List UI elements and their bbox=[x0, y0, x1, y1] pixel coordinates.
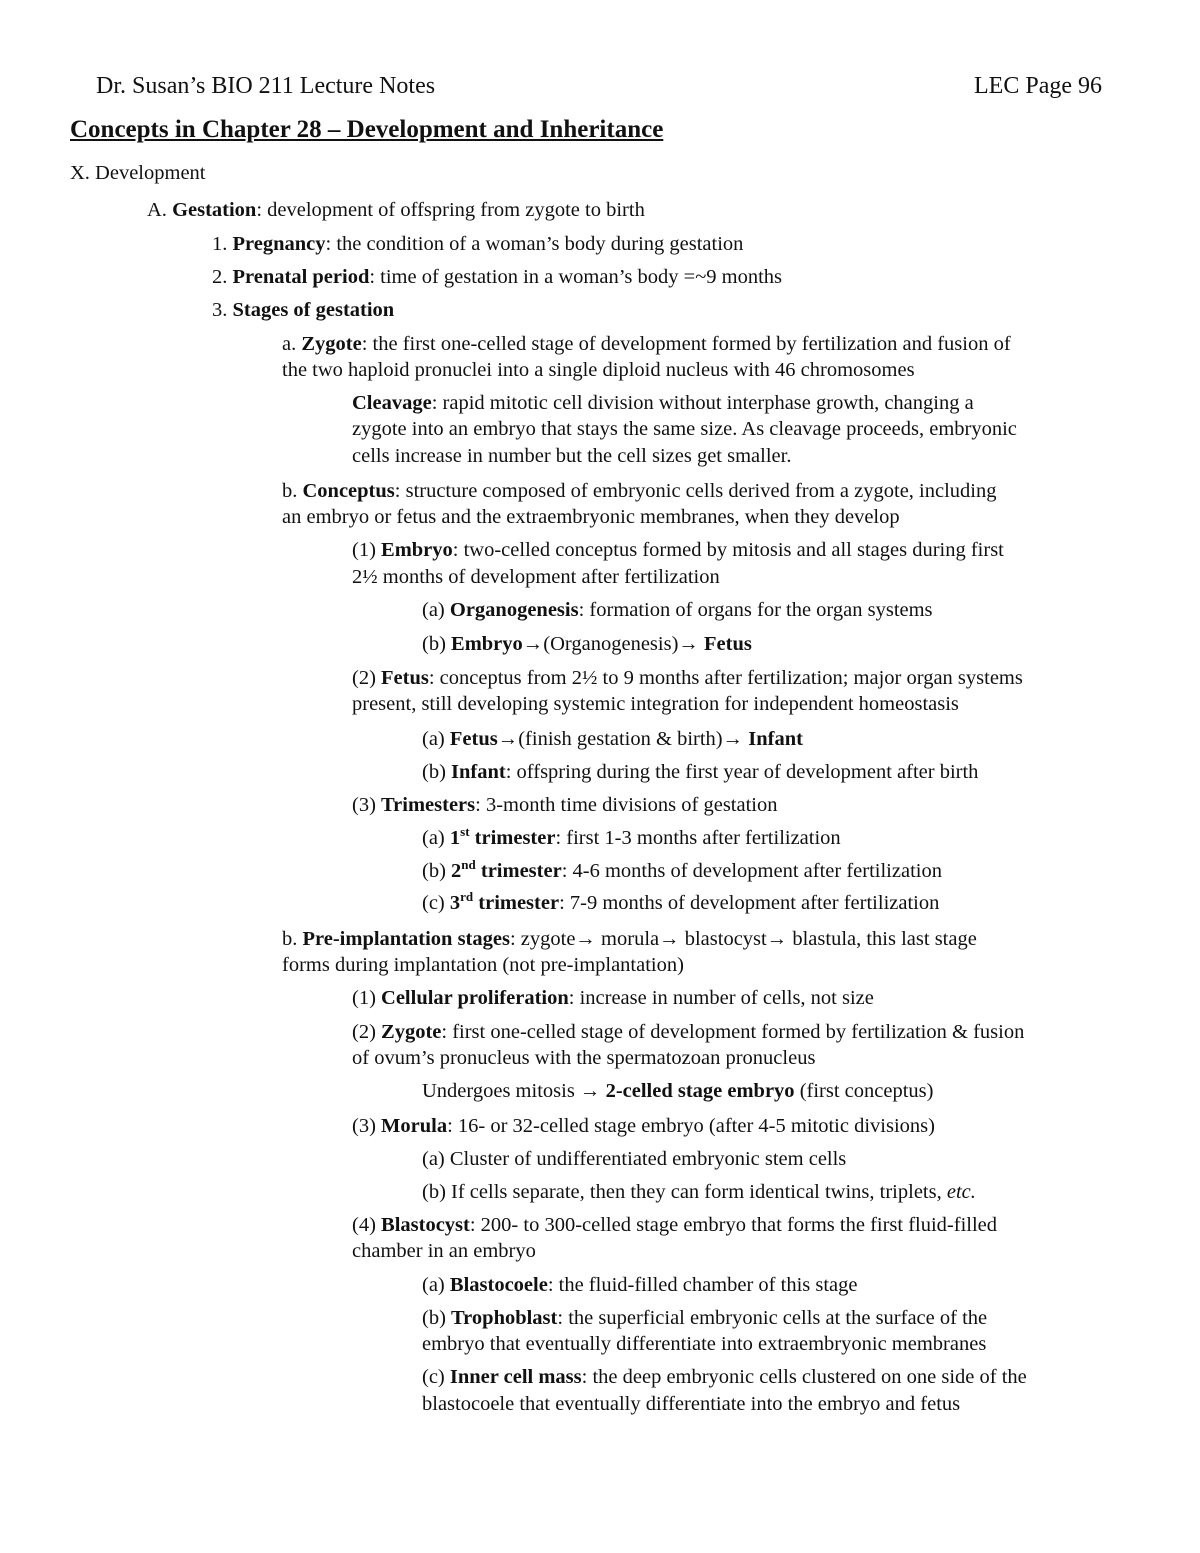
item-blastocyst-line2: chamber in an embryo bbox=[352, 1240, 536, 1262]
item-morula-twins: (b) If cells separate, then they can form identical twins, triplets, etc. bbox=[422, 1181, 976, 1203]
item-morula: (3) Morula: 16- or 32-celled stage embryo (after 4-5 mitotic divisions) bbox=[352, 1115, 935, 1137]
item-fetus-to-infant: (a) Fetus→(finish gestation & birth)→ Infant bbox=[422, 728, 803, 750]
item-first-trimester: (a) 1st trimester: first 1-3 months after fertilization bbox=[422, 824, 841, 849]
item-cleavage: Cleavage: rapid mitotic cell division without interphase growth, changing a bbox=[352, 392, 974, 414]
item-gestation: A. Gestation: development of offspring from zygote to birth bbox=[147, 199, 645, 221]
item-cellular-proliferation: (1) Cellular proliferation: increase in number of cells, not size bbox=[352, 987, 874, 1009]
header-left: Dr. Susan’s BIO 211 Lecture Notes bbox=[96, 73, 436, 99]
item-trophoblast: (b) Trophoblast: the superficial embryonic cells at the surface of the bbox=[422, 1307, 988, 1329]
item-infant: (b) Infant: offspring during the first year of development after birth bbox=[422, 761, 979, 783]
item-zygote-2: (2) Zygote: first one-celled stage of development formed by fertilization & fusion bbox=[352, 1021, 1025, 1043]
item-conceptus-line2: an embryo or fetus and the extraembryonic membranes, when they develop bbox=[282, 506, 900, 528]
item-second-trimester: (b) 2nd trimester: 4-6 months of development after fertilization bbox=[422, 857, 942, 882]
item-pre-implantation-line2: forms during implantation (not pre-implantation) bbox=[282, 954, 684, 976]
item-stages-of-gestation: 3. Stages of gestation bbox=[212, 299, 395, 321]
item-cleavage-line2: zygote into an embryo that stays the same size. As cleavage proceeds, embryonic bbox=[352, 418, 1017, 440]
item-undergoes-mitosis: Undergoes mitosis → 2-celled stage embryo (first conceptus) bbox=[422, 1080, 934, 1102]
page-title: Concepts in Chapter 28 – Development and Inheritance bbox=[70, 116, 664, 143]
item-embryo: (1) Embryo: two-celled conceptus formed by mitosis and all stages during first bbox=[352, 539, 1004, 561]
item-embryo-to-fetus: (b) Embryo→(Organogenesis)→ Fetus bbox=[422, 633, 752, 655]
item-organogenesis: (a) Organogenesis: formation of organs for the organ systems bbox=[422, 599, 933, 621]
item-zygote-line2: the two haploid pronuclei into a single diploid nucleus with 46 chromosomes bbox=[282, 359, 915, 381]
item-zygote: a. Zygote: the first one-celled stage of development formed by fertilization and fusion of bbox=[282, 333, 1011, 355]
item-morula-cluster: (a) Cluster of undifferentiated embryonic stem cells bbox=[422, 1148, 847, 1170]
section-heading: X. Development bbox=[70, 162, 206, 184]
item-embryo-line2: 2½ months of development after fertilization bbox=[352, 566, 720, 588]
item-blastocyst: (4) Blastocyst: 200- to 300-celled stage embryo that forms the first fluid-filled bbox=[352, 1214, 998, 1236]
header-page-number: LEC Page 96 bbox=[974, 73, 1102, 99]
item-trophoblast-line2: embryo that eventually differentiate into extraembryonic membranes bbox=[422, 1333, 987, 1355]
item-fetus-line2: present, still developing systemic integration for independent homeostasis bbox=[352, 693, 959, 715]
item-trimesters: (3) Trimesters: 3-month time divisions of gestation bbox=[352, 794, 778, 816]
item-zygote-2-line2: of ovum’s pronucleus with the spermatozoan pronucleus bbox=[352, 1047, 816, 1069]
item-conceptus: b. Conceptus: structure composed of embryonic cells derived from a zygote, including bbox=[282, 480, 997, 502]
item-cleavage-line3: cells increase in number but the cell sizes get smaller. bbox=[352, 445, 792, 467]
item-fetus: (2) Fetus: conceptus from 2½ to 9 months after fertilization; major organ systems bbox=[352, 667, 1023, 689]
item-blastocoele: (a) Blastocoele: the fluid-filled chamber of this stage bbox=[422, 1274, 858, 1296]
item-pre-implantation: b. Pre-implantation stages: zygote→ morula→ blastocyst→ blastula, this last stage bbox=[282, 928, 977, 950]
item-pregnancy: 1. Pregnancy: the condition of a woman’s body during gestation bbox=[212, 233, 744, 255]
item-third-trimester: (c) 3rd trimester: 7-9 months of development after fertilization bbox=[422, 889, 940, 914]
item-inner-cell-mass-line2: blastocoele that eventually differentiate into the embryo and fetus bbox=[422, 1393, 961, 1415]
item-inner-cell-mass: (c) Inner cell mass: the deep embryonic cells clustered on one side of the bbox=[422, 1366, 1027, 1388]
item-prenatal-period: 2. Prenatal period: time of gestation in a woman’s body =~9 months bbox=[212, 266, 783, 288]
